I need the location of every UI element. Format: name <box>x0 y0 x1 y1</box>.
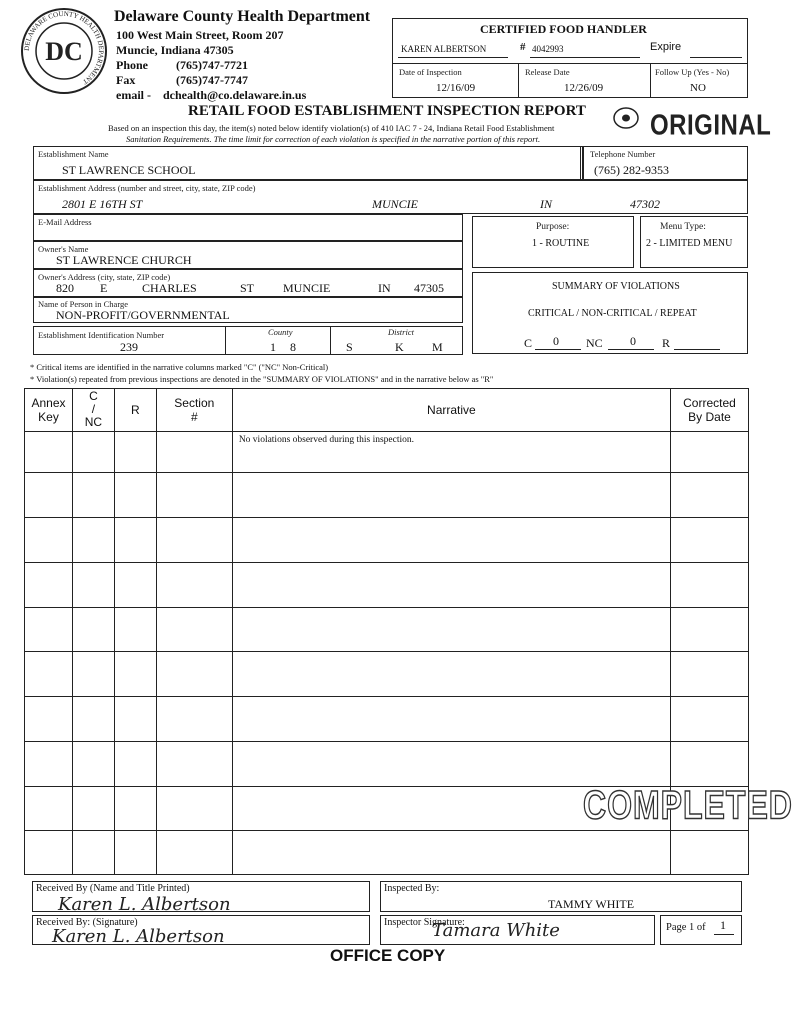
report-title: RETAIL FOOD ESTABLISHMENT INSPECTION REPORT <box>188 103 586 119</box>
establishment-email-label: E-Mail Address <box>38 217 92 227</box>
owner-address-state: IN <box>378 281 391 295</box>
follow-up-label: Follow Up (Yes - No) <box>655 67 730 77</box>
fax-label: Fax <box>116 73 136 87</box>
email-label: email - <box>116 88 151 102</box>
cfh-number: 4042993 <box>532 44 564 54</box>
cfh-expire-label: Expire <box>650 41 682 53</box>
summary-c-value: 0 <box>553 334 559 348</box>
owner-name: ST LAWRENCE CHURCH <box>56 253 192 267</box>
table-row <box>25 473 749 518</box>
owner-address-zip: 47305 <box>414 281 444 295</box>
received-by-name-handwritten: Karen L. Albertson <box>58 894 231 915</box>
department-fax: (765)747-7747 <box>176 73 248 87</box>
summary-nc-label: NC <box>586 336 603 350</box>
department-address-line2: Muncie, Indiana 47305 <box>116 43 234 57</box>
note-critical-items: * Critical items are identified in the narrative columns marked "C" ("NC" Non-Critical) <box>30 362 329 372</box>
inspector-name: TAMMY WHITE <box>548 897 635 911</box>
table-row <box>25 562 749 607</box>
page-total: 1 <box>720 918 726 932</box>
intro-line2: Sanitation Requirements. The time limit for correction of each violation is specified in the narrative portion of this report. <box>126 134 541 144</box>
establishment-zip: 47302 <box>630 197 660 211</box>
inspection-date: 12/16/09 <box>436 82 476 94</box>
owner-address-suffix: ST <box>240 281 255 295</box>
establishment-city: MUNCIE <box>372 197 418 211</box>
table-row <box>25 697 749 742</box>
summary-c-label: C <box>524 336 533 350</box>
establishment-street: 2801 E 16TH ST <box>62 197 143 211</box>
summary-subtitle: CRITICAL / NON-CRITICAL / REPEAT <box>528 308 697 319</box>
establishment-name-label: Establishment Name <box>38 149 109 159</box>
menu-type-label: Menu Type: <box>660 222 706 232</box>
col-section: Section # <box>156 389 232 432</box>
telephone-number: (765) 282-9353 <box>594 163 669 177</box>
note-repeated-violations: * Violation(s) repeated from previous inspections are denoted in the "SUMMARY OF VIOLATIONS" and in the narrative below as "R" <box>30 374 494 384</box>
county-digit-2: 8 <box>290 340 296 354</box>
owner-address-city: MUNCIE <box>283 281 331 295</box>
department-seal <box>20 7 108 95</box>
summary-r-label: R <box>662 336 671 350</box>
district-k: K <box>395 340 404 354</box>
table-row <box>25 652 749 697</box>
owner-address-number: 820 <box>56 281 74 295</box>
table-row <box>25 831 749 875</box>
table-header-row <box>25 389 749 432</box>
received-by-signature: Karen L. Albertson <box>52 926 225 947</box>
follow-up-value: NO <box>690 82 706 94</box>
person-in-charge: NON-PROFIT/GOVERNMENTAL <box>56 308 230 322</box>
purpose-value: 1 - ROUTINE <box>532 238 590 249</box>
telephone-label: Telephone Number <box>590 149 656 159</box>
inspector-signature-label: Inspector Signature: <box>384 917 465 928</box>
department-name: Delaware County Health Department <box>114 8 371 25</box>
received-by-name-label: Received By (Name and Title Printed) <box>36 883 190 894</box>
inspector-signature: Tamara White <box>432 920 560 941</box>
department-address-line1: 100 West Main Street, Room 207 <box>116 28 284 42</box>
col-annex-key: Annex Key <box>25 389 73 432</box>
svg-text:DC: DC <box>45 37 83 66</box>
establishment-name: ST LAWRENCE SCHOOL <box>62 163 196 177</box>
table-row <box>25 431 749 473</box>
cfh-title: CERTIFIED FOOD HANDLER <box>480 22 647 36</box>
table-row <box>25 607 749 652</box>
county-digit-1: 1 <box>270 340 276 354</box>
summary-nc-value: 0 <box>630 334 636 348</box>
cfh-name: KAREN ALBERTSON <box>401 44 487 54</box>
page-label: Page 1 of <box>666 922 706 933</box>
establishment-id-label: Establishment Identification Number <box>38 330 165 340</box>
person-in-charge-label: Name of Person in Charge <box>38 299 129 309</box>
release-date-label: Release Date <box>525 67 570 77</box>
table-row <box>25 518 749 563</box>
original-stamp: ORIGINAL <box>606 100 746 144</box>
department-email: dchealth@co.delaware.in.us <box>163 88 307 102</box>
office-copy-label: OFFICE COPY <box>330 946 446 965</box>
col-corrected-by-date: Corrected By Date <box>670 389 748 432</box>
phone-label: Phone <box>116 58 149 72</box>
completed-stamp: COMPLETED <box>583 782 793 827</box>
owner-name-label: Owner's Name <box>38 244 89 254</box>
establishment-email-box <box>33 214 463 241</box>
summary-title: SUMMARY OF VIOLATIONS <box>552 281 680 292</box>
owner-address-label: Owner's Address (city, state, ZIP code) <box>38 272 171 282</box>
table-row <box>25 741 749 786</box>
county-label: County <box>268 327 293 337</box>
establishment-id: 239 <box>120 340 138 354</box>
owner-address-direction: E <box>100 281 108 295</box>
inspection-date-label: Date of Inspection <box>399 67 462 77</box>
purpose-label: Purpose: <box>536 222 570 232</box>
cfh-number-label: # <box>520 41 526 53</box>
district-m: M <box>432 340 443 354</box>
received-by-signature-label: Received By: (Signature) <box>36 917 138 928</box>
intro-line1: Based on an inspection this day, the item(s) noted below identify violation(s) of 410 IAC 7 - 24, Indiana Retail Food Establishment <box>108 123 555 133</box>
establishment-state: IN <box>540 197 552 211</box>
release-date: 12/26/09 <box>564 82 604 94</box>
col-critical: C / NC <box>72 389 114 432</box>
inspected-by-label: Inspected By: <box>384 883 440 894</box>
narrative-no-violations: No violations observed during this inspection. <box>238 434 415 445</box>
establishment-address-label: Establishment Address (number and street, city, state, ZIP code) <box>38 183 256 193</box>
menu-type-value: 2 - LIMITED MENU <box>646 238 733 249</box>
owner-address-street: CHARLES <box>142 281 197 295</box>
district-label: District <box>388 327 414 337</box>
department-phone: (765)747-7721 <box>176 58 248 72</box>
col-repeat: R <box>114 389 156 432</box>
svg-text:DELAWARE COUNTY HEALTH DEPARTM: DELAWARE COUNTY HEALTH DEPARTMENT <box>22 9 106 86</box>
col-narrative: Narrative <box>232 389 670 432</box>
district-s: S <box>346 340 353 354</box>
